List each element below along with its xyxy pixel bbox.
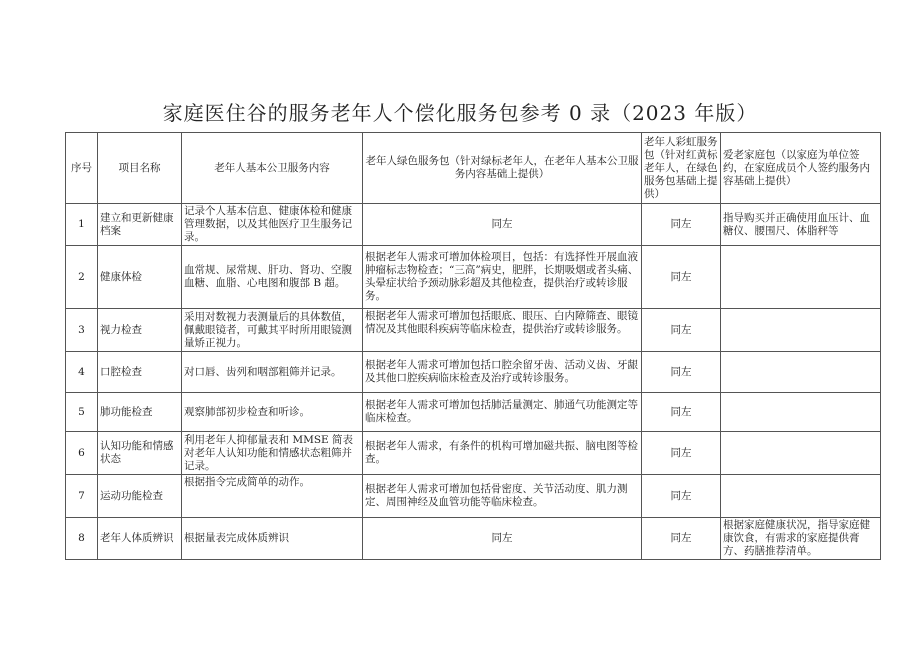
table-row	[66, 352, 881, 393]
header-rainbow: 老年人彩虹服务包（针对红黄标老年人，在绿色服务包基础上提供）	[642, 133, 721, 204]
row-name: 运动功能检查	[98, 475, 182, 518]
header-family: 爱老家庭包（以家庭为单位签约，在家庭成员个人签约服务内容基础上提供）	[721, 133, 881, 204]
row-basic: 记录个人基本信息、健康体检和健康管理数据，以及其他医疗卫生服务记录。	[182, 204, 363, 246]
row-seq: 6	[66, 432, 98, 475]
table-row	[66, 393, 881, 432]
row-family	[721, 393, 881, 432]
row-basic: 利用老年人抑郁量表和 MMSE 简表对老年人认知功能和情感状态粗筛并记录。	[182, 432, 363, 475]
row-name: 认知功能和情感状态	[98, 432, 182, 475]
row-family: 根据家庭健康状况，指导家庭健康饮食，有需求的家庭提供膏方、药膳推荐清单。	[721, 518, 881, 560]
row-family: 指导购买并正确使用血压计、血糖仪、腰围尺、体脂秤等	[721, 204, 881, 246]
table-row	[66, 432, 881, 475]
row-green: 同左	[363, 204, 642, 246]
row-rainbow: 同左	[642, 518, 721, 560]
row-name: 健康体检	[98, 246, 182, 309]
row-name: 视力检查	[98, 309, 182, 352]
row-family	[721, 352, 881, 393]
row-rainbow: 同左	[642, 204, 721, 246]
header-green: 老年人绿色服务包（针对绿标老年人，在老年人基本公卫服务内容基础上提供）	[363, 133, 642, 204]
row-basic: 根据指令完成简单的动作。	[182, 475, 363, 518]
service-table	[65, 132, 881, 560]
row-family	[721, 432, 881, 475]
row-name: 建立和更新健康档案	[98, 204, 182, 246]
table-row	[66, 309, 881, 352]
row-family	[721, 246, 881, 309]
row-rainbow: 同左	[642, 246, 721, 309]
row-rainbow: 同左	[642, 352, 721, 393]
row-name: 口腔检查	[98, 352, 182, 393]
row-name: 老年人体质辨识	[98, 518, 182, 560]
row-seq: 7	[66, 475, 98, 518]
table-row	[66, 246, 881, 309]
row-green: 根据老年人需求可增加包括口腔余留牙齿、活动义齿、牙龈及其他口腔疾病临床检查及治疗或转诊服务。	[363, 352, 642, 393]
header-seq: 序号	[66, 133, 98, 204]
row-rainbow: 同左	[642, 393, 721, 432]
page-title: 家庭医住谷的服务老年人个偿化服务包参考 0 录（2023 年版）	[162, 101, 758, 125]
row-seq: 8	[66, 518, 98, 560]
row-basic: 对口唇、齿列和咽部粗筛并记录。	[182, 352, 363, 393]
row-seq: 2	[66, 246, 98, 309]
row-green: 根据老年人需求可增加体检项目，包括：有选择性开展血液肿瘤标志物检查；“三高”病史，肥胖，长期吸烟或者头痛、头晕症状给予颈动脉彩超及其他检查，提供治疗或转诊服务。	[363, 246, 642, 309]
row-rainbow: 同左	[642, 432, 721, 475]
row-seq: 5	[66, 393, 98, 432]
row-green: 根据老年人需求，有条件的机构可增加磁共振、脑电图等检查。	[363, 432, 642, 475]
row-seq: 1	[66, 204, 98, 246]
header-basic: 老年人基本公卫服务内容	[182, 133, 363, 204]
row-green: 根据老年人需求可增加包括骨密度、关节活动度、肌力测定、周围神经及血管功能等临床检查。	[363, 475, 642, 518]
row-family	[721, 475, 881, 518]
row-green: 根据老年人需求可增加包括肺活量测定、肺通气功能测定等临床检查。	[363, 393, 642, 432]
row-name: 肺功能检查	[98, 393, 182, 432]
row-family	[721, 309, 881, 352]
row-green: 同左	[363, 518, 642, 560]
row-seq: 3	[66, 309, 98, 352]
row-basic: 血常规、尿常规、肝功、肾功、空腹血糖、血脂、心电图和腹部 B 超。	[182, 246, 363, 309]
table-row	[66, 518, 881, 560]
row-basic: 根据量表完成体质辨识	[182, 518, 363, 560]
header-name: 项目名称	[98, 133, 182, 204]
row-rainbow: 同左	[642, 475, 721, 518]
table-row	[66, 475, 881, 518]
row-basic: 观察肺部初步检查和听诊。	[182, 393, 363, 432]
row-seq: 4	[66, 352, 98, 393]
row-rainbow: 同左	[642, 309, 721, 352]
table-row	[66, 204, 881, 246]
table-header-row	[66, 133, 881, 204]
row-basic: 采用对数视力表测量后的具体数值，佩戴眼镜者，可戴其平时所用眼镜测量矫正视力。	[182, 309, 363, 352]
row-green: 根据老年人需求可增加包括眼底、眼压、白内障筛查、眼镜情况及其他眼科疾病等临床检查，提供治疗或转诊服务。	[363, 309, 642, 352]
